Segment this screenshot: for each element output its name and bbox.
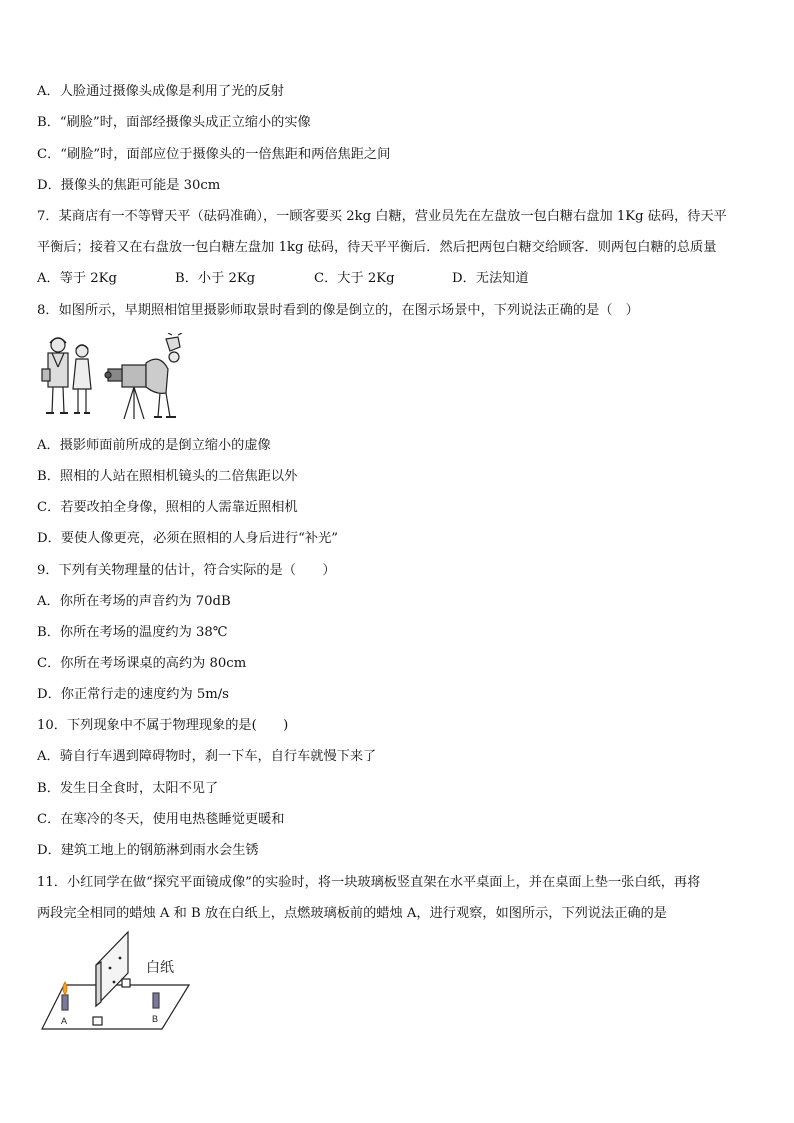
q7-option-b: B．小于 2Kg	[175, 271, 256, 286]
q7-options	[37, 270, 757, 288]
q9-option-b: B．你所在考场的温度约为 38℃	[37, 625, 228, 640]
q7-option-c: C．大于 2Kg	[314, 271, 395, 286]
candle-b	[153, 993, 159, 1008]
glass-support-back	[122, 979, 130, 987]
q8-stem: 8．如图所示，早期照相馆里摄影师取景时看到的像是倒立的，在图示场景中，下列说法正确的是（ ）	[37, 303, 639, 318]
candle-b-label: B	[152, 1014, 159, 1024]
candle-a-flame	[63, 982, 67, 995]
glass-support-front	[93, 1017, 102, 1025]
q7-option-d: D．无法知道	[452, 271, 529, 286]
q10-option-d: D．建筑工地上的钢筋淋到雨水会生锈	[37, 843, 259, 858]
q8-option-d: D．要使人像更亮，必须在照相的人身后进行“补光”	[37, 531, 338, 546]
q7-stem-line1: 7．某商店有一不等臂天平（砝码准确），一顾客要买 2kg 白糖，营业员先在左盘放一包白糖右盘加 1Kg 砝码，待天平	[37, 209, 727, 224]
q11-stem-line2: 两段完全相同的蜡烛 A 和 B 放在白纸上，点燃玻璃板前的蜡烛 A，进行观察，如图所示，下列说法正确的是	[37, 906, 667, 921]
q10-option-b: B．发生日全食时，太阳不见了	[37, 781, 219, 796]
q7-option-a: A．等于 2Kg	[37, 271, 117, 286]
q7-stem-line2: 平衡后；接着又在右盘放一包白糖左盘加 1kg 砝码，待天平平衡后．然后把两包白糖交给顾客．则两包白糖的总质量	[37, 240, 717, 255]
q6-option-a: A．人脸通过摄像头成像是利用了光的反射	[37, 84, 284, 99]
q6-option-c: C．“刷脸”时，面部应位于摄像头的一倍焦距和两倍焦距之间	[37, 147, 391, 162]
q10-option-c: C．在寒冷的冬天，使用电热毯睡觉更暖和	[37, 812, 285, 827]
photographer-scene-figure	[38, 333, 190, 423]
paper-label: 白纸	[146, 959, 174, 975]
candle-a	[62, 995, 68, 1010]
q9-option-c: C．你所在考场课桌的高约为 80cm	[37, 656, 247, 671]
q10-option-a: A．骑自行车遇到障碍物时，刹一下车，自行车就慢下来了	[37, 749, 377, 764]
q9-option-d: D．你正常行走的速度约为 5m/s	[37, 687, 229, 702]
mirror-experiment-figure	[38, 928, 190, 1032]
q10-stem: 10．下列现象中不属于物理现象的是( )	[37, 718, 289, 733]
candle-a-label: A	[61, 1016, 68, 1026]
q8-option-c: C．若要改拍全身像，照相的人需靠近照相机	[37, 500, 298, 515]
q8-option-a: A．摄影师面前所成的是倒立缩小的虚像	[37, 438, 271, 453]
q11-stem-line1: 11．小红同学在做“探究平面镜成像”的实验时，将一块玻璃板竖直架在水平桌面上，并在桌面上垫一张白纸，再将	[37, 875, 701, 890]
q6-option-b: B．“刷脸”时，面部经摄像头成正立缩小的实像	[37, 115, 311, 130]
q9-stem: 9．下列有关物理量的估计，符合实际的是（ ）	[37, 563, 336, 578]
q9-option-a: A．你所在考场的声音约为 70dB	[37, 594, 231, 609]
q6-option-d: D．摄像头的焦距可能是 30cm	[37, 178, 221, 193]
q8-option-b: B．照相的人站在照相机镜头的二倍焦距以外	[37, 469, 298, 484]
